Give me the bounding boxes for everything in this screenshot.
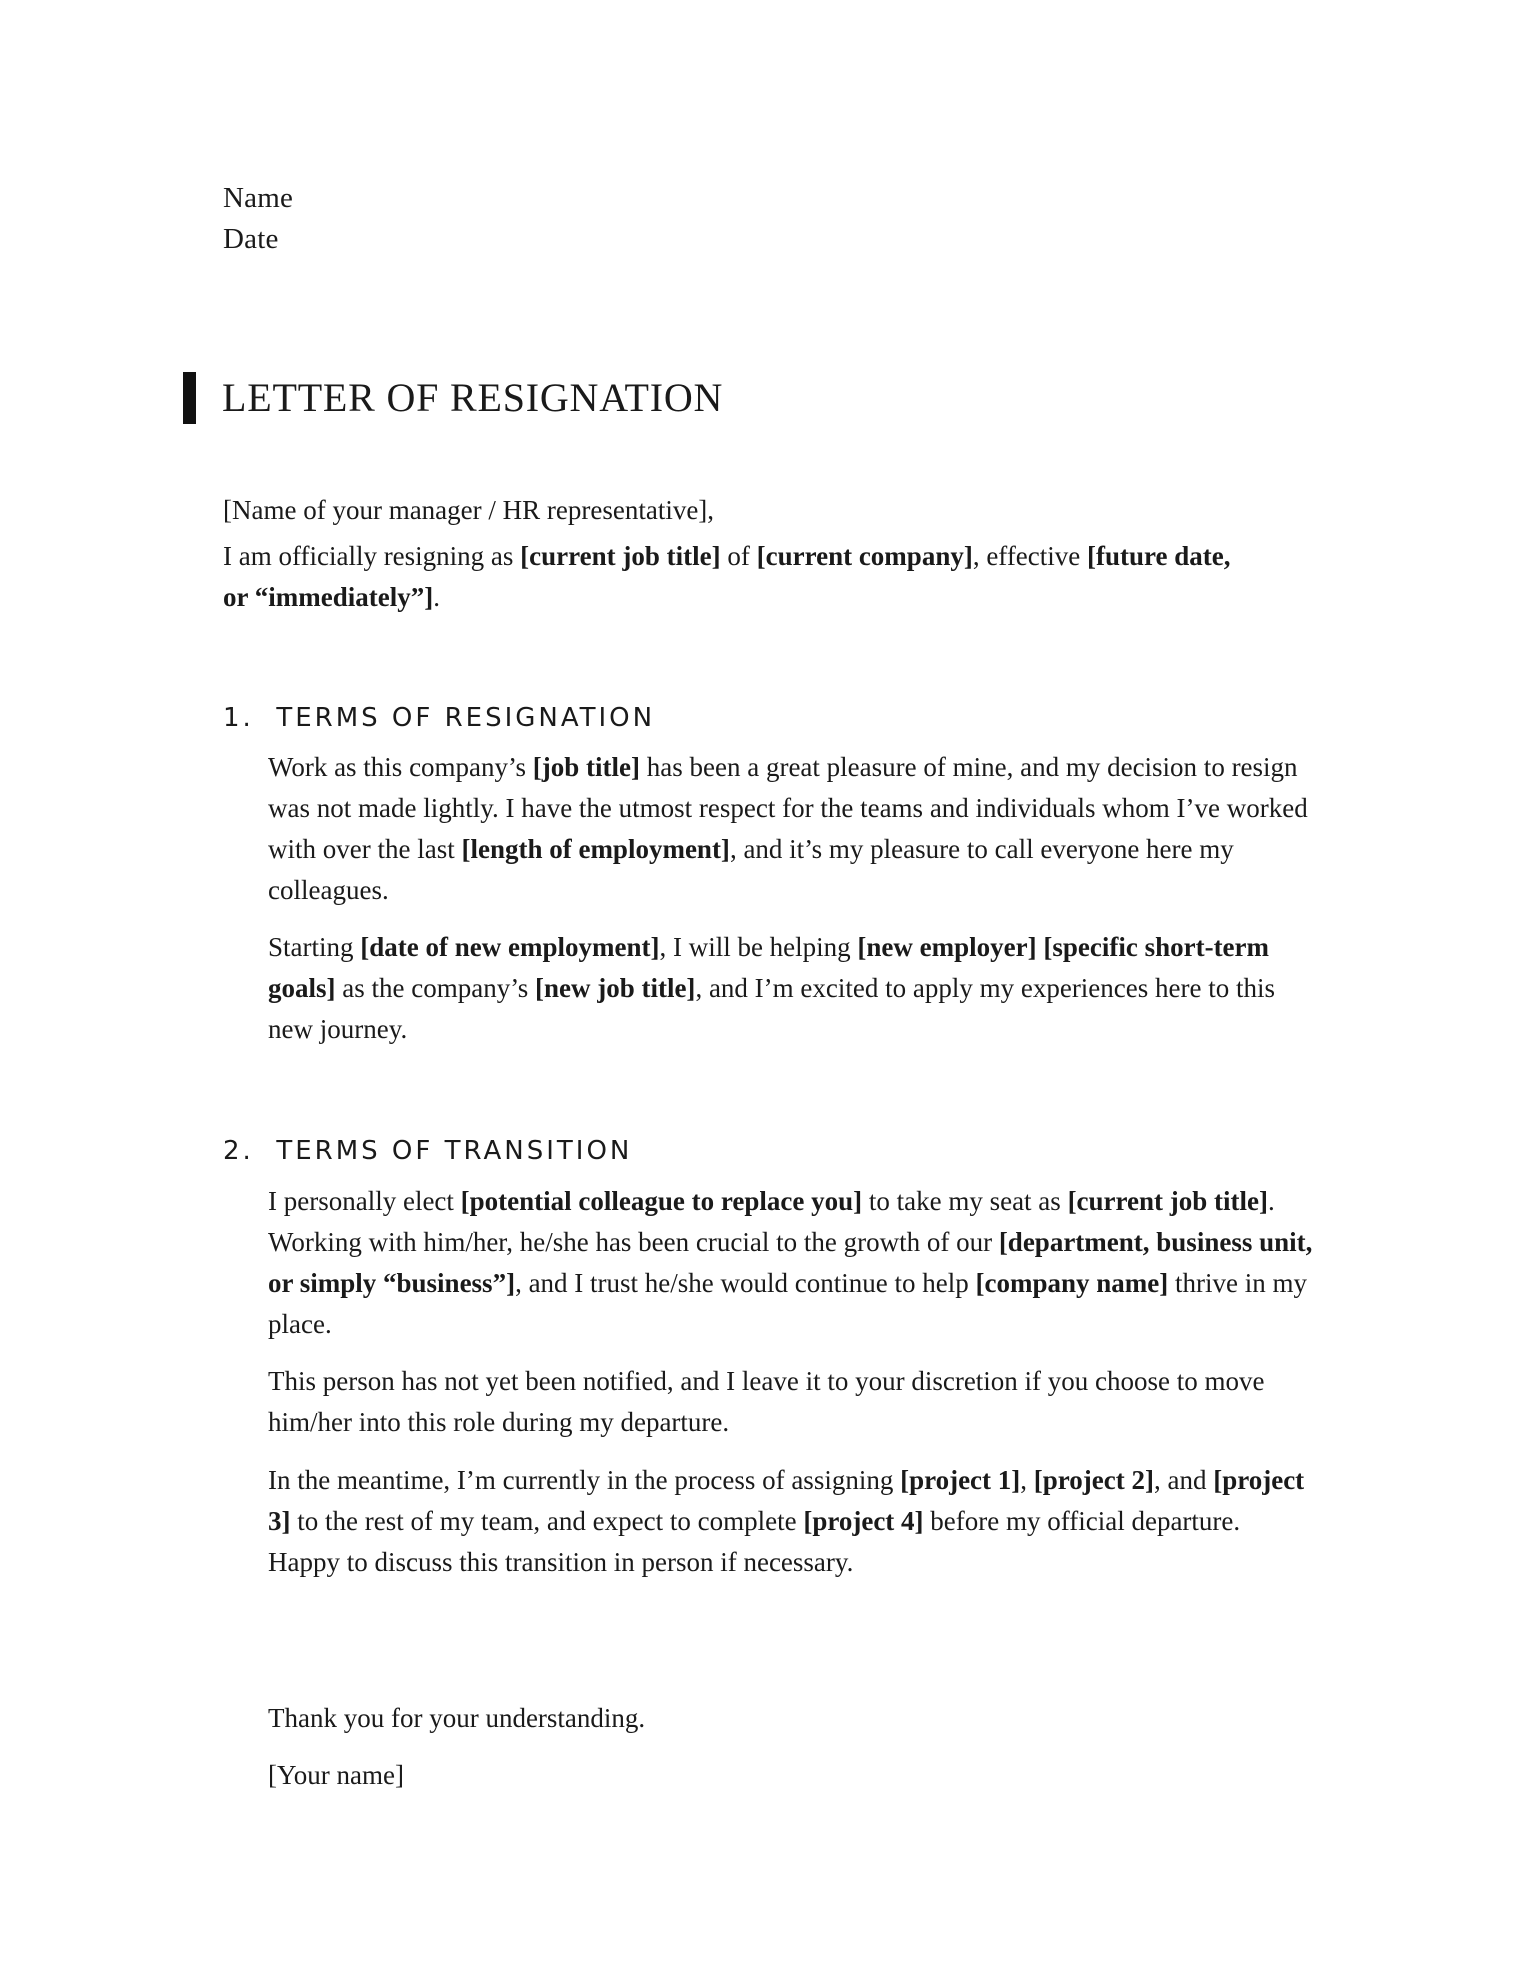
resignation-paragraph-1 [268,747,1318,911]
s1p2-placeholder-start-date: [date of new employment] [360,932,660,962]
intro-placeholder-date: [future date, or “immediately”] [223,541,1231,612]
s1p1-placeholder-job-title: [job title] [532,752,641,782]
s2p1-text-4: , and I trust he/she would continue to help [515,1268,976,1298]
transition-paragraph-2: This person has not yet been notified, and I leave it to your discretion if you choose to move him/her into this role during my departure. [268,1366,1265,1437]
transition-paragraph-3 [268,1460,1318,1583]
s2p3-text-1: In the meantime, I’m currently in the process of assigning [268,1465,901,1495]
intro-placeholder-company: [current company] [756,541,973,571]
intro-text-4: . [433,582,440,612]
s2p1-text-5: thrive in my place. [268,1268,1307,1339]
s2p3-placeholder-project-4: [project 4] [803,1506,924,1536]
intro-text-2: of [720,541,757,571]
section-heading-resignation: 1. TERMS OF RESIGNATION [223,703,656,733]
transition-paragraph-1 [268,1181,1318,1345]
s2p3-text-5: before my official departure. Happy to discuss this transition in person if necessary. [268,1506,1241,1577]
section-heading-transition: 2. TERMS OF TRANSITION [223,1136,633,1166]
title-accent-bar [183,372,196,424]
s2p1-text-2: to take my seat as [862,1186,1068,1216]
s1p2-text-4: , and I’m excited to apply my experiences here to this new journey. [268,973,1275,1044]
s2p1-text-1: I personally elect [268,1186,461,1216]
page-title: LETTER OF RESIGNATION [222,375,724,420]
intro-text-3: , effective [972,541,1088,571]
s2p1-placeholder-company: [company name] [975,1268,1169,1298]
s1p2-placeholder-employer-goals: [new employer] [specific short-term goals] [268,932,1270,1003]
s1p2-placeholder-new-title: [new job title] [534,973,696,1003]
sender-block [223,178,293,260]
s1p1-placeholder-length: [length of employment] [461,834,730,864]
sender-name: Name [223,182,294,214]
s2p1-placeholder-job-title: [current job title] [1067,1186,1268,1216]
closing-line: Thank you for your understanding. [268,1703,646,1733]
letter-date: Date [223,223,279,255]
s2p3-placeholder-project-1: [project 1] [900,1465,1021,1495]
intro-placeholder-job-title: [current job title] [520,541,721,571]
s2p3-text-2: , [1020,1465,1034,1495]
s1p2-text-3: as the company’s [335,973,535,1003]
s1p2-text-1: Starting [268,932,361,962]
s1p1-text-2: has been a great pleasure of mine, and my decision to resign was not made lightly. I have the utmost respect for the teams and individuals whom I’ve worked with over the last [268,752,1308,864]
s2p3-text-3: , and [1153,1465,1214,1495]
s2p1-placeholder-colleague: [potential colleague to replace you] [460,1186,863,1216]
resignation-paragraph-2 [268,927,1318,1050]
s2p3-placeholder-project-3: [project 3] [268,1465,1305,1536]
s2p1-placeholder-department: [department, business unit, or simply “business”] [268,1227,1313,1298]
signature: [Your name] [268,1760,404,1790]
s1p2-text-2: , I will be helping [659,932,858,962]
intro-paragraph [223,536,1243,618]
intro-text-1: I am officially resigning as [223,541,521,571]
s1p1-text-1: Work as this company’s [268,752,533,782]
s2p3-placeholder-project-2: [project 2] [1033,1465,1154,1495]
s1p1-text-3: , and it’s my pleasure to call everyone here my colleagues. [268,834,1234,905]
s2p1-text-3: . Working with him/her, he/she has been crucial to the growth of our [268,1186,1275,1257]
salutation: [Name of your manager / HR representative], [223,495,715,525]
s2p3-text-4: to the rest of my team, and expect to complete [290,1506,804,1536]
